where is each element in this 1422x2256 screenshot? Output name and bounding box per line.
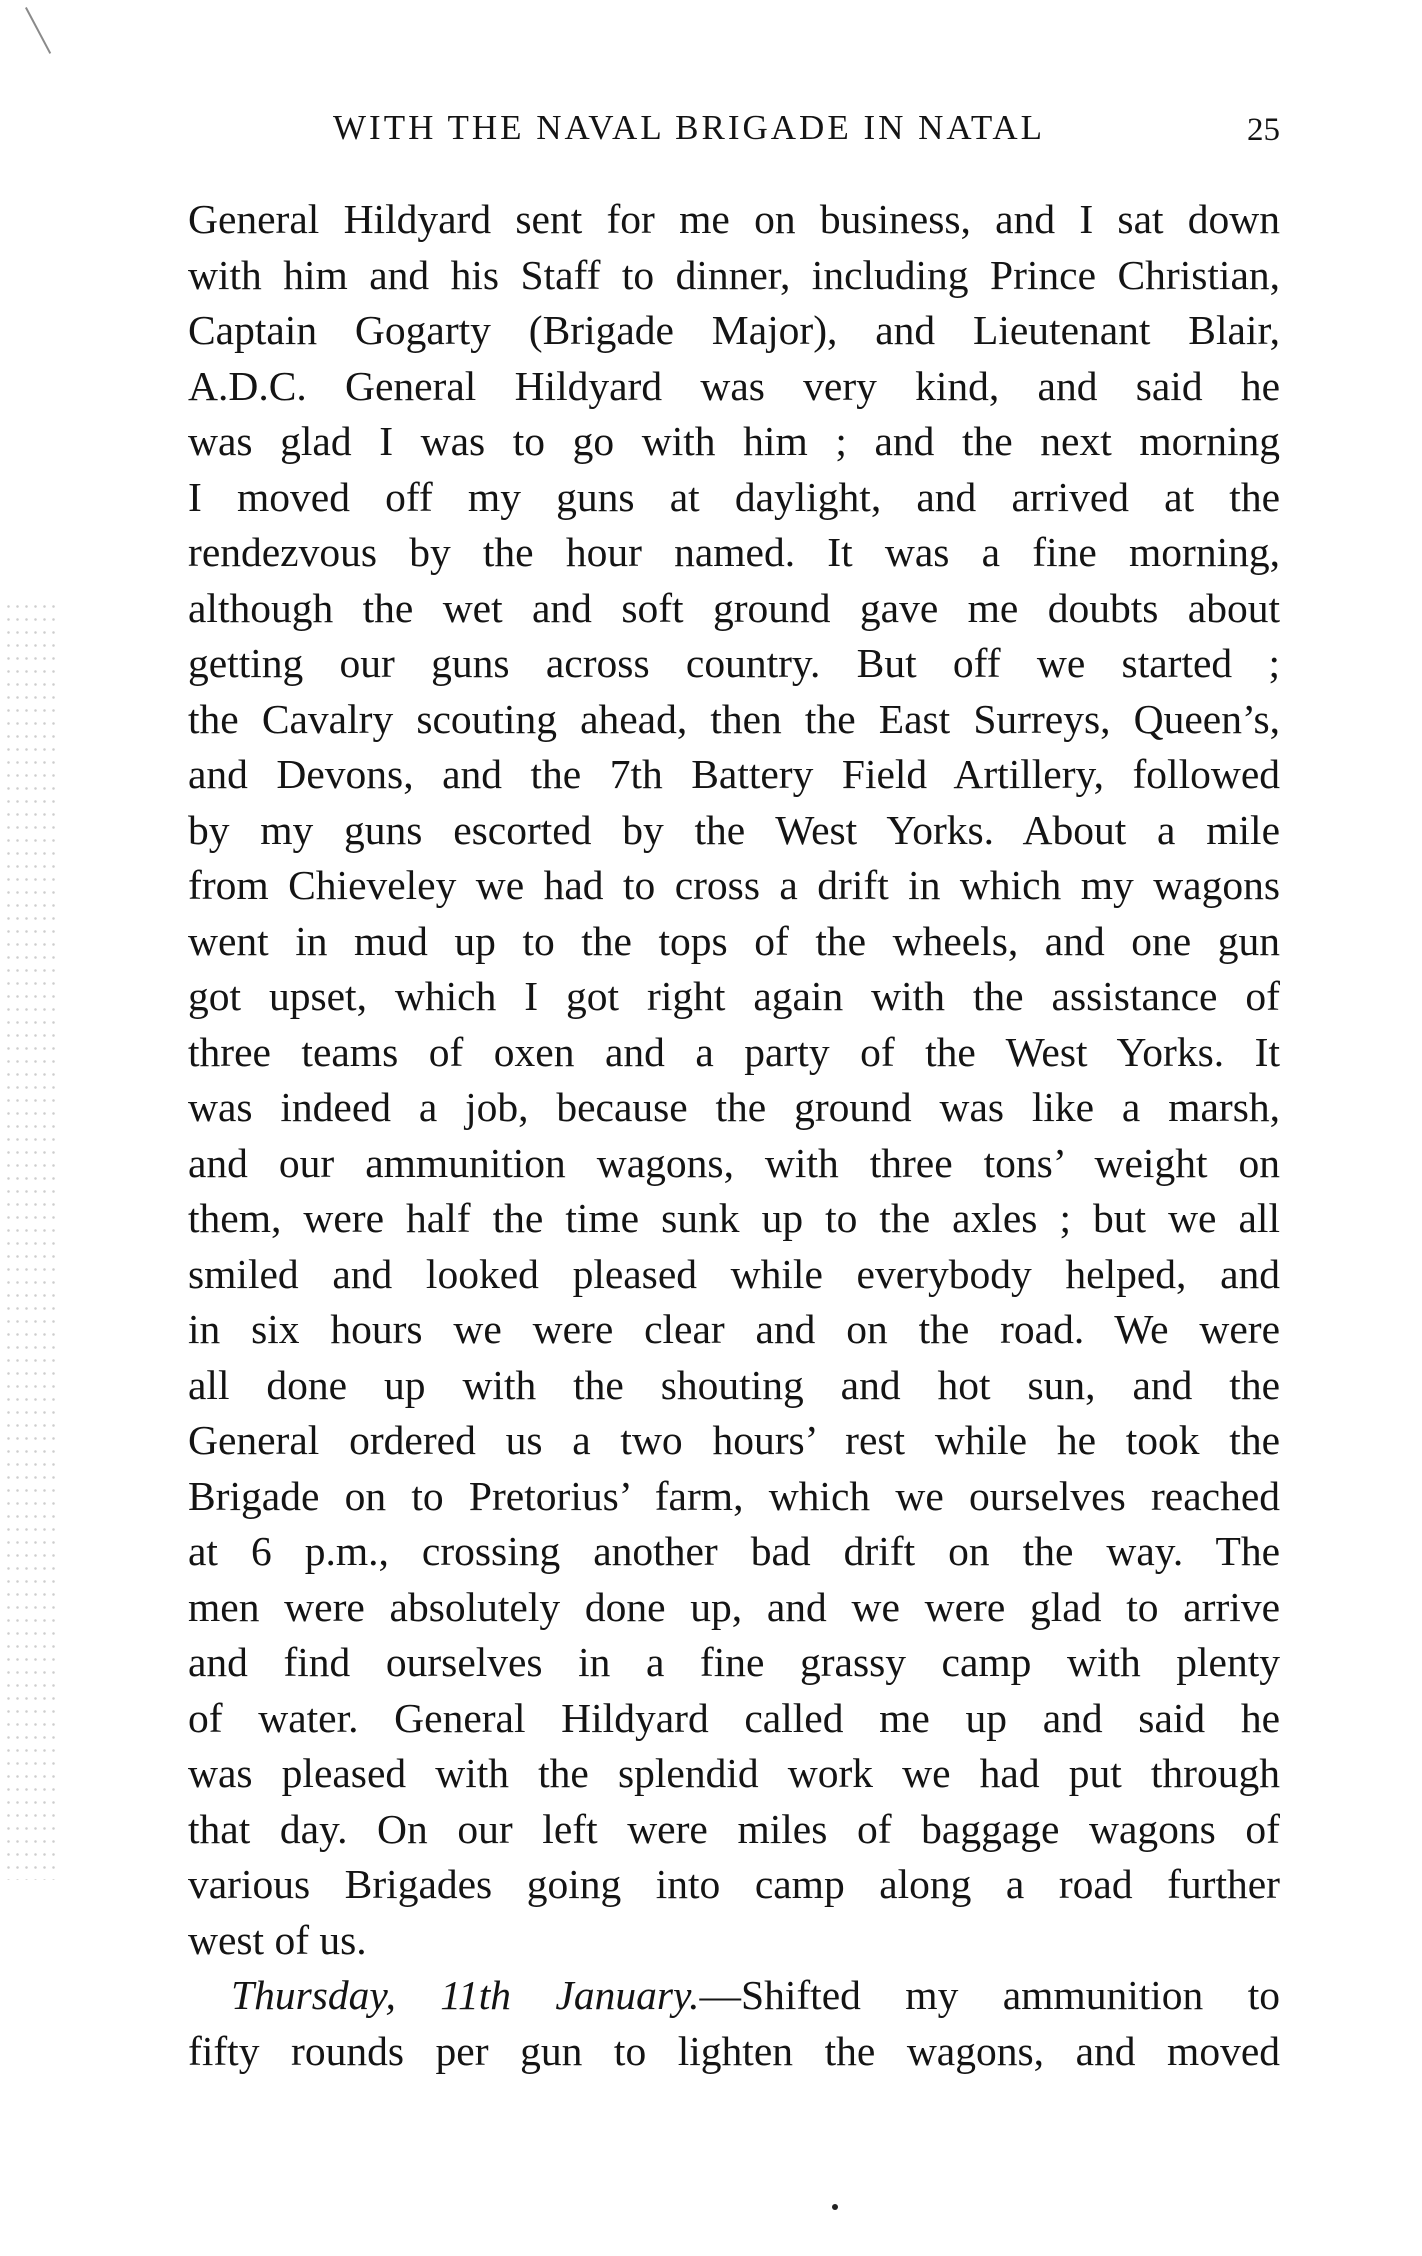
margin-pen-stroke	[25, 7, 51, 54]
body-text	[188, 192, 1280, 2079]
page-header	[188, 108, 1280, 168]
text-line: General Hildyard sent for me on business, and I sat down	[188, 196, 1280, 242]
text-line: was indeed a job, because the ground was like a marsh,	[188, 1084, 1280, 1130]
text-line: with him and his Staff to dinner, including Prince Christian,	[188, 251, 1280, 298]
text-line: and our ammunition wagons, with three tons’ weight on	[188, 1139, 1280, 1186]
page-number: 25	[1247, 112, 1280, 148]
margin-stipple	[4, 600, 58, 1880]
text-line: all done up with the shouting and hot sun, and the	[188, 1361, 1280, 1408]
text-line: General ordered us a two hours’ rest while he took the	[188, 1417, 1280, 1463]
text-line: I moved off my guns at daylight, and arrived at the	[188, 473, 1280, 520]
text-line: three teams of oxen and a party of the West Yorks. It	[188, 1028, 1280, 1075]
text-line: was glad I was to go with him ; and the next morning	[188, 418, 1280, 464]
text-line: various Brigades going into camp along a road further	[188, 1861, 1280, 1907]
text-line: getting our guns across country. But off we started ;	[188, 640, 1280, 686]
entry-text: —Shifted my ammunition to	[699, 1972, 1280, 2018]
text-line: the Cavalry scouting ahead, then the East Surreys, Queen’s,	[188, 695, 1280, 742]
text-line: that day. On our left were miles of baggage wagons of	[188, 1805, 1280, 1852]
running-head: WITH THE NAVAL BRIGADE IN NATAL	[333, 108, 1046, 147]
text-line: was pleased with the splendid work we had put through	[188, 1750, 1280, 1796]
text-line: although the wet and soft ground gave me doubts about	[188, 584, 1280, 631]
diary-entry-line	[188, 1968, 1280, 2024]
text-line: smiled and looked pleased while everybody helped, and	[188, 1250, 1280, 1297]
text-line: Captain Gogarty (Brigade Major), and Lieutenant Blair,	[188, 307, 1280, 353]
text-line: Brigade on to Pretorius’ farm, which we ourselves reached	[188, 1472, 1280, 1519]
page-dot	[832, 2204, 838, 2210]
text-line: by my guns escorted by the West Yorks. About a mile	[188, 806, 1280, 853]
paragraph-end-line: west of us.	[188, 1916, 367, 1963]
text-line: A.D.C. General Hildyard was very kind, and said he	[188, 362, 1280, 409]
text-line: in six hours we were clear and on the road. We were	[188, 1306, 1280, 1352]
entry-date: Thursday, 11th January.	[231, 1972, 700, 2018]
text-line: and Devons, and the 7th Battery Field Artillery, followed	[188, 751, 1280, 797]
text-line: men were absolutely done up, and we were glad to arrive	[188, 1583, 1280, 1630]
text-line: at 6 p.m., crossing another bad drift on the way. The	[188, 1528, 1280, 1574]
text-line: them, were half the time sunk up to the axles ; but we all	[188, 1195, 1280, 1241]
text-line: from Chieveley we had to cross a drift in which my wagons	[188, 862, 1280, 908]
text-line: went in mud up to the tops of the wheels, and one gun	[188, 917, 1280, 964]
text-line: of water. General Hildyard called me up and said he	[188, 1694, 1280, 1741]
text-line: rendezvous by the hour named. It was a fine morning,	[188, 529, 1280, 575]
text-line: got upset, which I got right again with the assistance of	[188, 973, 1280, 1019]
text-line: and find ourselves in a fine grassy camp with plenty	[188, 1639, 1280, 1685]
text-line: fifty rounds per gun to lighten the wagons, and moved	[188, 2027, 1280, 2074]
